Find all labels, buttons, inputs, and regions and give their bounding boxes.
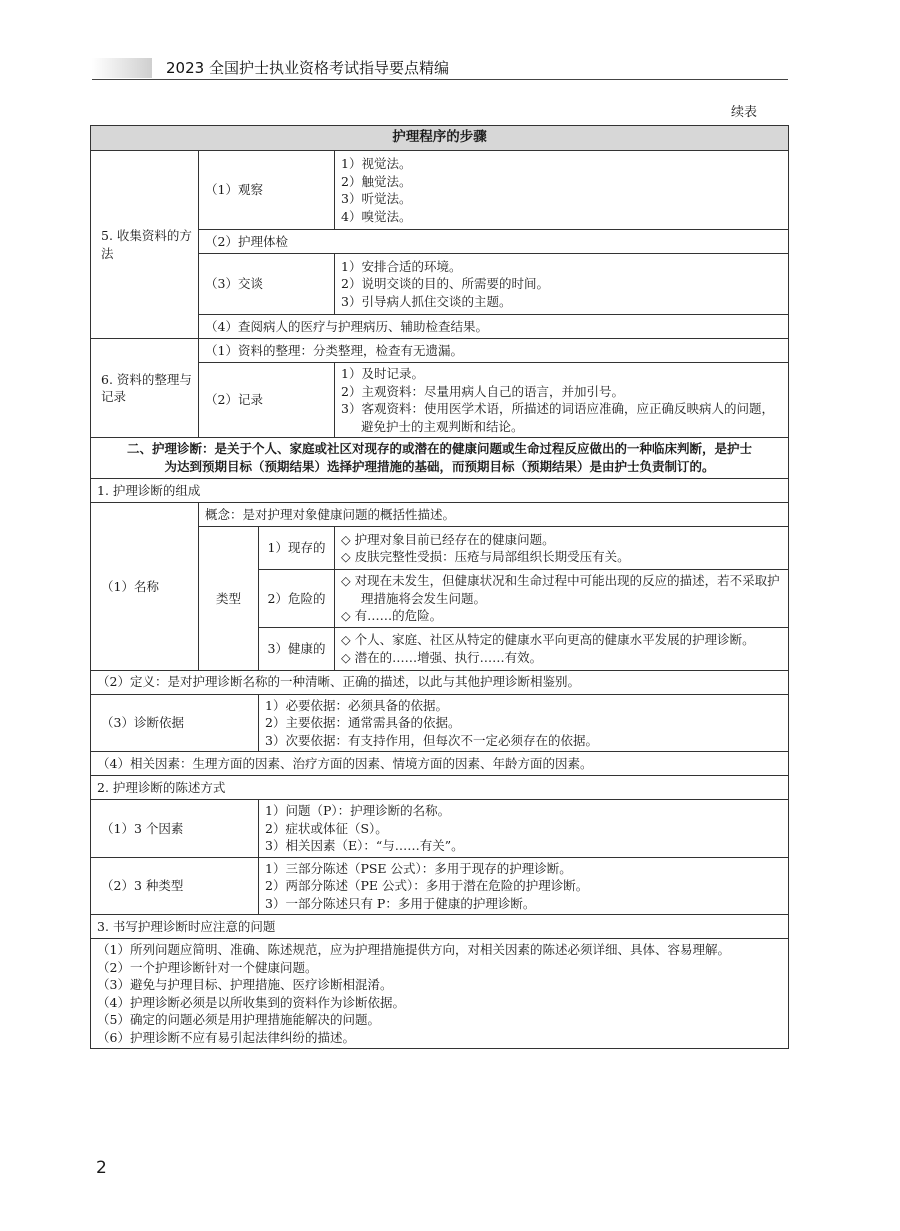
table-title: 护理程序的步骤 — [91, 126, 789, 151]
list-item: 4）嗅觉法。 — [341, 208, 412, 224]
type-label: 类型 — [199, 527, 259, 671]
list-item: 3）听觉法。 — [341, 191, 412, 206]
header-gradient-band — [92, 58, 152, 78]
list-item: ◇ 对现在未发生，但健康状况和生命过程中可能出现的反应的描述，若不采取护理措施将会发生问题。 — [341, 573, 780, 606]
observe-label: （1）观察 — [199, 151, 335, 230]
list-item: ◇ 有……的危险。 — [341, 608, 443, 623]
type-wellness-label: 3）健康的 — [259, 627, 335, 670]
list-item: 1）必要依据：必须具备的依据。 — [265, 697, 448, 713]
three-factors-label: （1）3 个因素 — [91, 800, 259, 858]
record-items — [335, 363, 789, 438]
basis-label: （3）诊断依据 — [91, 694, 259, 752]
talk-label: （3）交谈 — [199, 254, 335, 315]
page-number: 2 — [96, 1158, 107, 1178]
concept: 概念：是对护理对象健康问题的概括性描述。 — [199, 503, 789, 527]
notes-items — [91, 939, 789, 1049]
running-header-title: 2023 全国护士执业资格考试指导要点精编 — [166, 59, 449, 77]
list-item: （4）护理诊断必须是以所收集到的资料作为诊断依据。 — [97, 994, 405, 1010]
list-item: （3）避免与护理目标、护理措施、医疗诊断相混淆。 — [97, 977, 393, 992]
statement-heading: 2. 护理诊断的陈述方式 — [91, 776, 789, 800]
record-label: （2）记录 — [199, 363, 335, 438]
list-item: 3）引导病人抓住交谈的主题。 — [341, 293, 512, 309]
data-organize: （1）资料的整理：分类整理，检查有无遗漏。 — [199, 339, 789, 363]
notes-heading: 3. 书写护理诊断时应注意的问题 — [91, 915, 789, 939]
three-types-label: （2）3 种类型 — [91, 857, 259, 915]
list-item: 3）一部分陈述只有 P：多用于健康的护理诊断。 — [265, 895, 536, 911]
list-item: 2）两部分陈述（PE 公式）：多用于潜在危险的护理诊断。 — [265, 878, 589, 893]
list-item: （1）所列问题应简明、准确、陈述规范，应为护理措施提供方向，对相关因素的陈述必须详细、具体、容易理解。 — [97, 942, 730, 957]
list-item: ◇ 潜在的……增强、执行……有效。 — [341, 649, 543, 665]
three-factors-items — [259, 800, 789, 858]
list-item: 3）客观资料：使用医学术语，所描述的词语应准确，应正确反映病人的问题，避免护士的主观判断和结论。 — [341, 401, 774, 434]
list-item: 2）主要依据：通常需具备的依据。 — [265, 715, 461, 730]
talk-items — [335, 254, 789, 315]
list-item: 3）次要依据：有支持作用，但每次不一定必须存在的依据。 — [265, 732, 598, 748]
section6-label: 6. 资料的整理与记录 — [91, 339, 199, 438]
list-item: 1）问题（P）：护理诊断的名称。 — [265, 803, 451, 818]
list-item: ◇ 护理对象目前已经存在的健康问题。 — [341, 531, 555, 547]
nursing-process-table — [90, 125, 789, 1049]
list-item: （6）护理诊断不应有易引起法律纠纷的描述。 — [97, 1029, 355, 1045]
records-review: （4）查阅病人的医疗与护理病历、辅助检查结果。 — [199, 315, 789, 339]
type-actual-items — [335, 527, 789, 570]
definition: （2）定义：是对护理诊断名称的一种清晰、正确的描述，以此与其他护理诊断相鉴别。 — [91, 670, 789, 694]
list-item: ◇ 个人、家庭、社区从特定的健康水平向更高的健康水平发展的护理诊断。 — [341, 632, 755, 647]
list-item: 2）说明交谈的目的、所需要的时间。 — [341, 276, 549, 292]
basis-items — [259, 694, 789, 752]
type-risk-items — [335, 570, 789, 628]
list-item: 1）三部分陈述（PSE 公式）：多用于现存的护理诊断。 — [265, 860, 572, 876]
continued-label: 续表 — [731, 105, 758, 120]
list-item: （5）确定的问题必须是用护理措施能解决的问题。 — [97, 1012, 380, 1027]
list-item: ◇ 皮肤完整性受损：压疮与局部组织长期受压有关。 — [341, 549, 630, 564]
composition-heading: 1. 护理诊断的组成 — [91, 479, 789, 503]
list-item: 1）视觉法。 — [341, 156, 412, 171]
list-item: （2）一个护理诊断针对一个健康问题。 — [97, 959, 318, 975]
list-item: 1）及时记录。 — [341, 366, 424, 381]
list-item: 1）安排合适的环境。 — [341, 258, 462, 274]
physical-exam: （2）护理体检 — [199, 230, 789, 254]
list-item: 2）症状或体征（S）。 — [265, 820, 388, 836]
diagnosis-intro: 二、护理诊断：是关于个人、家庭或社区对现存的或潜在的健康问题或生命过程反应做出的一种临床判断，是护士 为达到预期目标（预期结果）选择护理措施的基础，而预期目标（预期结果）是由护士负责制订的。 — [91, 438, 789, 479]
observe-items — [335, 151, 789, 230]
name-label: （1）名称 — [91, 503, 199, 671]
list-item: 3）相关因素（E）：“与……有关”。 — [265, 838, 464, 853]
list-item: 2）主观资料：尽量用病人自己的语言，并加引号。 — [341, 383, 624, 399]
type-actual-label: 1）现存的 — [259, 527, 335, 570]
type-wellness-items — [335, 627, 789, 670]
header-rule — [92, 79, 788, 80]
type-risk-label: 2）危险的 — [259, 570, 335, 628]
list-item: 2）触觉法。 — [341, 173, 412, 189]
three-types-items — [259, 857, 789, 915]
related-factors: （4）相关因素：生理方面的因素、治疗方面的因素、情境方面的因素、年龄方面的因素。 — [91, 752, 789, 776]
section5-label: 5. 收集资料的方法 — [91, 151, 199, 339]
